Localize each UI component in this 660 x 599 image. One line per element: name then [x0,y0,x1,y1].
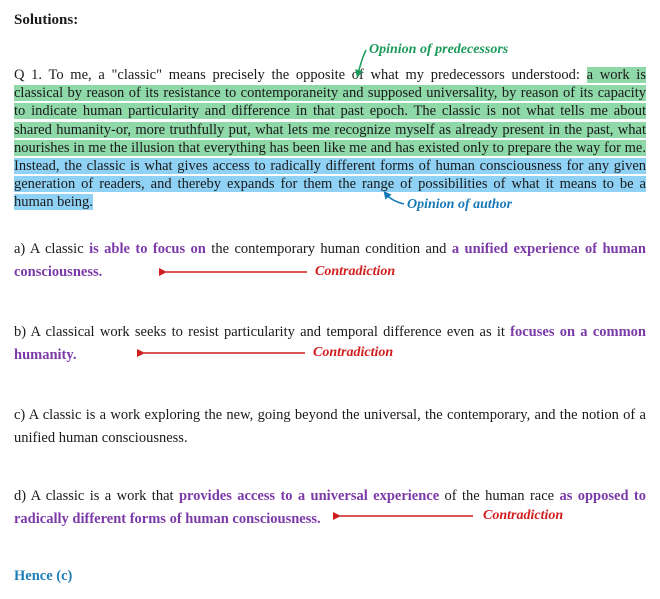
option-d-contradiction: Contradiction [483,508,564,523]
question-intro: Q 1. To me, a "classic" means precisely the opposite of what my predecessors understood: [14,67,587,83]
note-author: Opinion of author [407,197,513,212]
option-d-highlight-2: as opposed to radically different forms of human consciousness. [14,488,646,527]
option-a-text: a) A classic [14,241,90,257]
option-a-highlight-1: is able to focus on [89,241,206,257]
option-b-highlight: focuses on a common humanity. [14,324,646,363]
note-predecessors: Opinion of predecessors [369,42,509,57]
option-b-contradiction: Contradiction [313,345,394,360]
option-d-text: d) A classic is a work that [14,488,179,504]
option-a-contradiction: Contradiction [315,264,396,279]
option-d-highlight-1: provides access to a universal experience [178,488,440,504]
option-a-text-2: the contemporary human condition and [205,241,452,257]
option-c-text: c) A classic is a work exploring the new, going beyond the universal, the contemporary, and the notion of a unified human consciousness. [14,407,646,446]
author-view: Instead, the classic is what gives access to radically different forms of human consciousness for any given generation of readers, and thereby expands for them the range of possibilities of what it means to be a human being. [14,158,646,211]
option-c [14,404,646,449]
option-b-text: b) A classical work seeks to resist particularity and temporal difference even as it [14,324,511,340]
predecessor-view: a work is classical by reason of its resistance to contemporaneity and supposed universality, by reason of its capacity to indicate human particularity and difference in that past epoch. The classic is not what tells me about shared humanity-or, more truthfully put, what lets me recognize myself as already present in the past, what nourishes in me the illusion that everything has been like me and has existed only to prepare the way for me. [14,67,646,156]
question-passage [14,66,646,212]
option-d-text-2: of the human race [439,488,560,504]
final-answer: Hence (c) [14,568,73,584]
page-title: Solutions: [14,12,79,28]
option-a-highlight-2: a unified experience of human consciousness. [14,241,646,280]
